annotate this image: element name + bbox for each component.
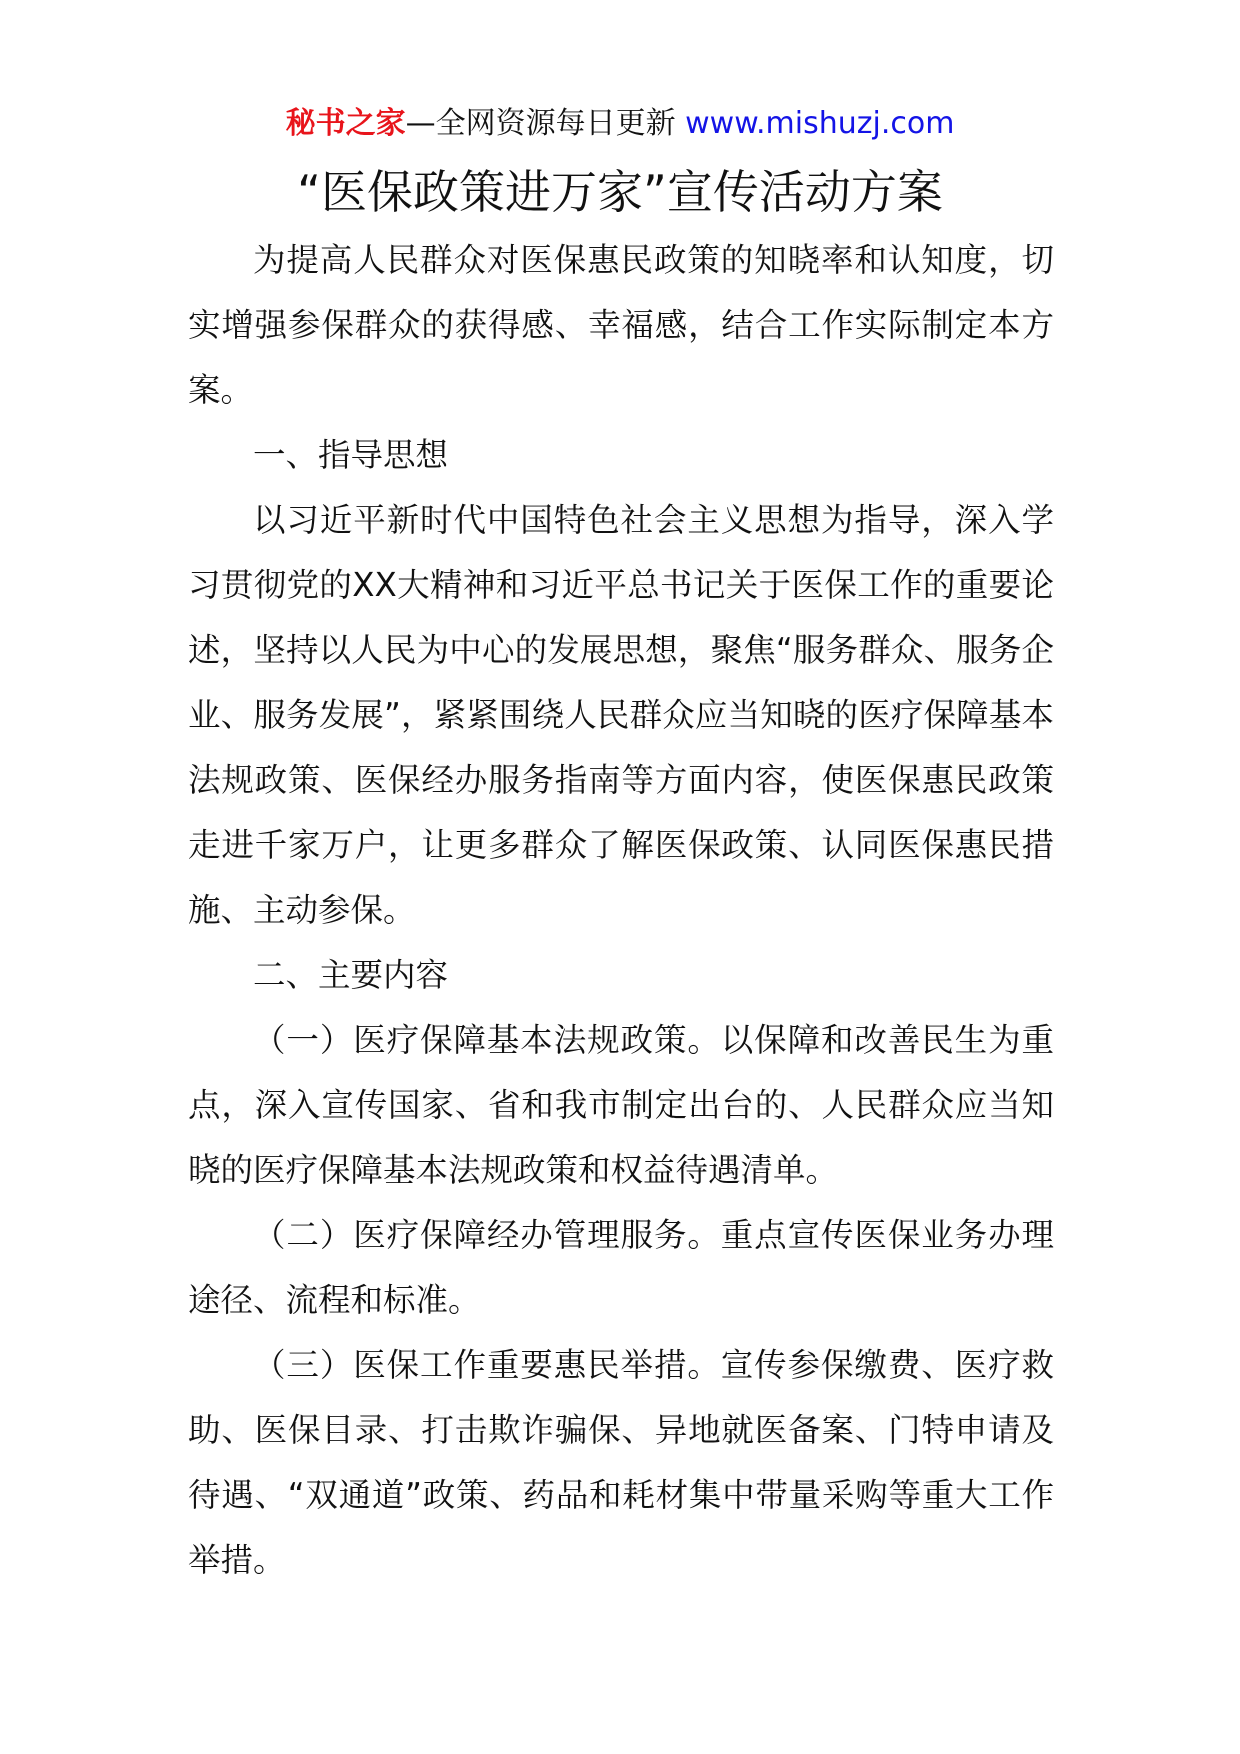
site-tagline: —全网资源每日更新 bbox=[405, 106, 686, 141]
section-heading-guiding-thought: 一、指导思想 bbox=[253, 436, 449, 474]
document-body bbox=[188, 228, 1054, 1593]
guiding-thought-paragraph: 以习近平新时代中国特色社会主义思想为指导，深入学习贯彻党的XX大精神和习近平总书记关于医保工作的重要论述，坚持以人民为中心的发展思想，聚焦“服务群众、服务企业、服务发展”，紧紧围绕人民群众应当知晓的医疗保障基本法规政策、医保经办服务指南等方面内容，使医保惠民政策走进千家万户，让更多群众了解医保政策、认同医保惠民措施、主动参保。 bbox=[188, 501, 1054, 929]
content-item-1-paragraph: （一）医疗保障基本法规政策。以保障和改善民生为重点，深入宣传国家、省和我市制定出台的、人民群众应当知晓的医疗保障基本法规政策和权益待遇清单。 bbox=[188, 1021, 1054, 1189]
site-url-link[interactable]: www.mishuzj.com bbox=[685, 106, 955, 141]
document-title: “医保政策进万家”宣传活动方案 bbox=[297, 165, 943, 219]
site-banner bbox=[0, 104, 1240, 144]
section-heading-main-content: 二、主要内容 bbox=[253, 956, 449, 994]
content-item-2-paragraph: （二）医疗保障经办管理服务。重点宣传医保业务办理途径、流程和标准。 bbox=[188, 1216, 1054, 1319]
content-item-3-paragraph: （三）医保工作重要惠民举措。宣传参保缴费、医疗救助、医保目录、打击欺诈骗保、异地就医备案、门特申请及待遇、“双通道”政策、药品和耗材集中带量采购等重大工作举措。 bbox=[188, 1346, 1054, 1579]
site-brand: 秘书之家 bbox=[285, 106, 406, 141]
intro-paragraph: 为提高人民群众对医保惠民政策的知晓率和认知度，切实增强参保群众的获得感、幸福感，结合工作实际制定本方案。 bbox=[188, 241, 1054, 409]
